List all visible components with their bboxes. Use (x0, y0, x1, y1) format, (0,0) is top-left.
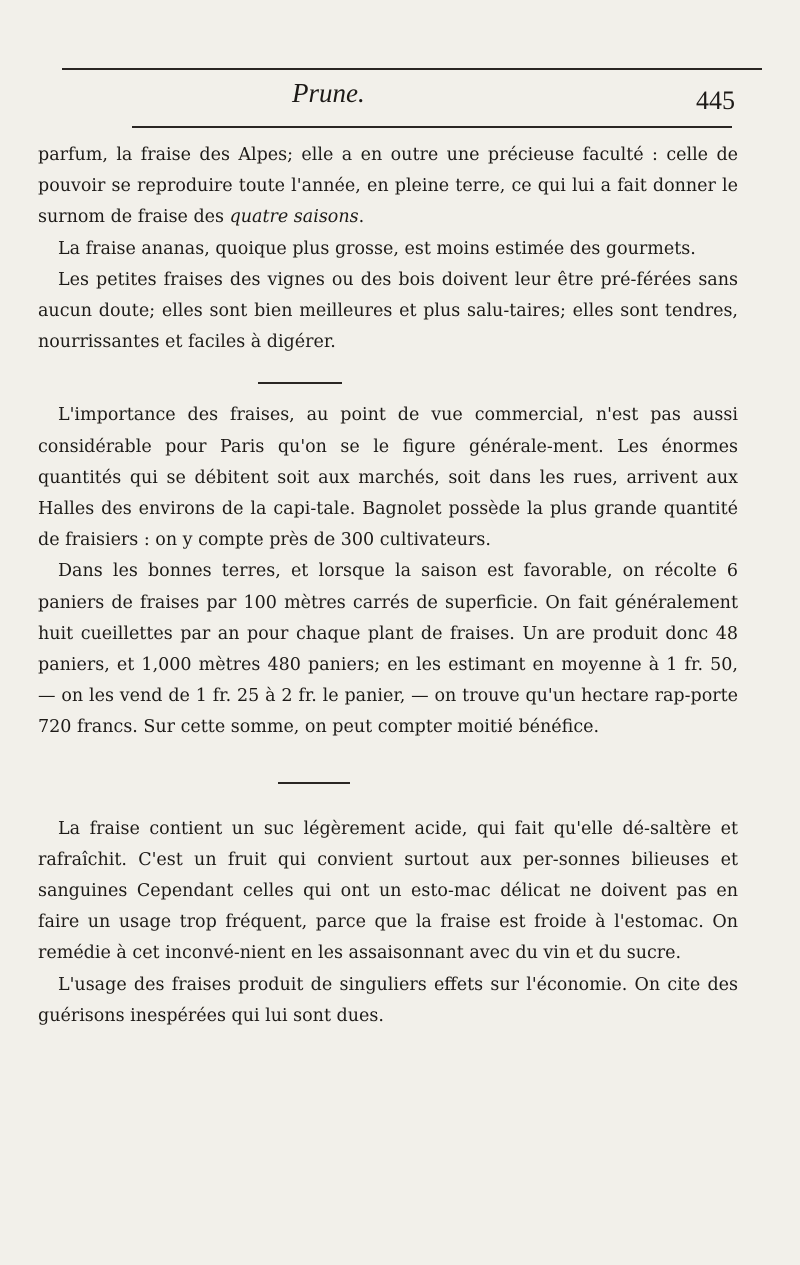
paragraph-7: L'usage des fraises produit de singuliers effets sur l'économie. On cite des guérisons inespérées qui lui sont dues. (38, 974, 738, 1026)
running-title: Prune. (292, 78, 365, 108)
emphasis-quatre-saisons: quatre saisons (229, 207, 359, 228)
paragraph-3: Les petites fraises des vignes ou des bois doivent leur être pré-férées sans aucun doute; elles sont bien meilleures et plus salu-taires; elles sont tendres, nourrissantes et faciles à digérer. (38, 269, 738, 353)
section-separator (258, 382, 342, 384)
section-separator (278, 782, 350, 784)
header-rule-bottom (132, 126, 732, 128)
paragraph-5: Dans les bonnes terres, et lorsque la saison est favorable, on récolte 6 paniers de fraises par 100 mètres carrés de superficie. On fait généralement huit cueillettes par an pour chaque plant de fraises. Un are produit donc 48 paniers, et 1,000 mètres 480 paniers; en les estimant en moyenne à 1 fr. 50, — on les vend de 1 fr. 25 à 2 fr. le panier, — on trouve qu'un hectare rap-porte 720 francs. Sur cette somme, on peut compter moitié bénéfice. (38, 561, 738, 738)
paragraph-6: La fraise contient un suc légèrement acide, qui fait qu'elle dé-saltère et rafraîchit. C'est un fruit qui convient surtout aux per-sonnes bilieuses et sanguines Cependant celles qui ont un esto-mac délicat ne doivent pas en faire un usage trop fréquent, parce que la fraise est froide à l'estomac. On remédie à cet inconvé-nient en les assaisonnant avec du vin et du sucre. (38, 818, 738, 964)
paragraph-4: L'importance des fraises, au point de vue commercial, n'est pas aussi considérable pour Paris qu'on se le figure générale-ment. Les énormes quantités qui se débitent soit aux marchés, soit dans les rues, arrivent aux Halles des environs de la capi-tale. Bagnolet possède la plus grande quantité de fraisiers : on y compte près de 300 cultivateurs. (38, 405, 738, 551)
paragraph-1: parfum, la fraise des Alpes; elle a en outre une précieuse faculté : celle de pouvoir se reproduire toute l'année, en pleine terre, ce qui lui a fait donner le surnom de fraise des quatre saisons. (38, 145, 738, 228)
page-number: 445 (696, 86, 735, 115)
paragraph-2: La fraise ananas, quoique plus grosse, est moins estimée des gourmets. (58, 238, 696, 259)
header-rule-top (62, 68, 762, 70)
page-body (38, 140, 738, 1032)
